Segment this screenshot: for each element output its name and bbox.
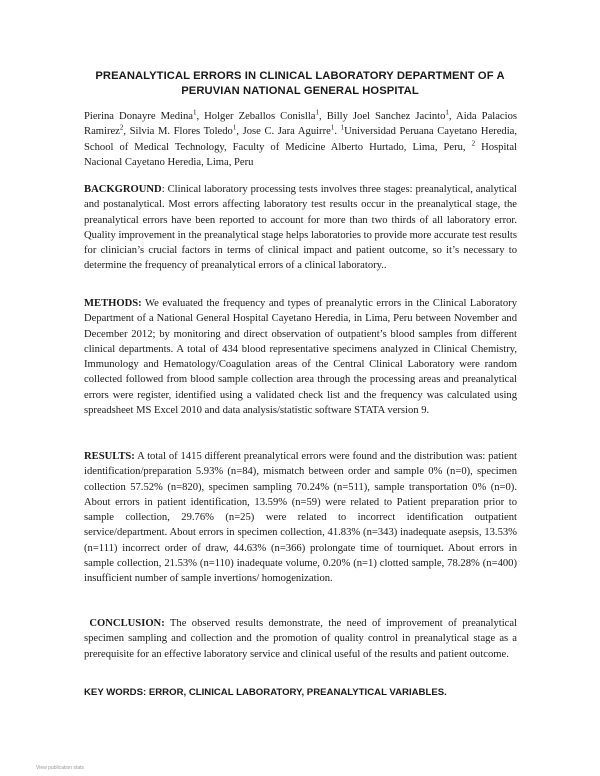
affiliation-marker: 1 <box>330 123 335 132</box>
author-name: , Billy Joel Sanchez Jacinto <box>318 111 446 122</box>
affiliation-1: Universidad Peruana Cayetano Heredia, School of Medical Technology, Faculty of Medicine Alberto Hurtado, Lima, Peru, <box>84 126 518 153</box>
background-text: : Clinical laboratory processing tests involves three stages: preanalytical, analytical and postanalytical. Most errors affecting laboratory test results occur in the preanalytical stage, the preanalytical errors have been reported to account for more than two thirds of all laboratory error. Quality improvement in the preanalytical stage helps laboratories to provide more accurate test results for clinician’s crucial factors in terms of clinical impact and patient outcome, so it’s necessary to determine the frequency of preanalytical errors of a clinical laboratory.. <box>84 184 517 272</box>
affiliation-marker: 2 <box>471 139 476 148</box>
conclusion-label: CONCLUSION: <box>89 618 165 629</box>
methods-text: We evaluated the frequency and types of preanalytic errors in the Clinical Laboratory Department of a National General Hospital Cayetano Heredia, in Lima, Peru between November and December 2012; by monitoring and direct observation of outpatient’s blood samples from different clinical departments. A total of 434 blood representative specimens analyzed in Clinical Chemistry, Immunology and Hematology/Coagulation areas of the Central Clinical Laboratory were random collected followed from blood sample collection area through the processing areas and preanalytical errors were register, identified using a validated check list and the frequency was calculated using spreadsheet MS Excel 2010 and data analysis/statistic software STATA version 9. <box>84 298 517 417</box>
affiliation-marker: 1 <box>445 108 449 117</box>
affiliation-marker: 1 <box>192 108 197 117</box>
background-section <box>84 182 517 274</box>
footer-link[interactable]: View publication stats <box>36 765 84 771</box>
author-name: , Aida Palacios Ramirez <box>84 111 517 138</box>
title-line-1: PREANALYTICAL ERRORS IN CLINICAL LABORATORY DEPARTMENT OF A <box>95 70 505 82</box>
affiliation-marker: 1 <box>315 108 319 117</box>
background-label: BACKGROUND <box>84 184 162 195</box>
methods-section <box>84 296 517 418</box>
conclusion-section <box>84 616 517 662</box>
affiliation-marker: 1 <box>340 123 345 132</box>
author-name: , Silvia M. Flores Toledo <box>123 126 233 138</box>
affiliation-2: Hospital Nacional Cayetano Heredia, Lima, Peru <box>84 141 517 168</box>
results-section <box>84 449 517 587</box>
author-name: , Jose C. Jara Aguirre <box>236 126 331 138</box>
affiliation-marker: 2 <box>119 123 124 132</box>
title-line-2: PERUVIAN NATIONAL GENERAL HOSPITAL <box>181 85 419 97</box>
author-name: , Holger Zeballos Conislla <box>196 111 316 122</box>
keywords: KEY WORDS: ERROR, CLINICAL LABORATORY, PREANALYTICAL VARIABLES. <box>84 687 447 698</box>
author-name: Pierina Donayre Medina <box>84 111 193 122</box>
results-label: RESULTS: <box>84 451 135 462</box>
results-text: A total of 1415 different preanalytical errors were found and the distribution was: patient identification/preparation 5.93% (n=84), mismatch between order and sample 0% (n=0), specimen collection 57.52% (n=820), specimen sampling 70.24% (n=511), sample transportation 0% (n=0). About errors in patient identification, 13.59% (n=59) were related to Patient preparation prior to sample collection, 29.76% (n=25) were related to incorrect identification outpatient service/department. About errors in specimen collection, 41.83% (n=343) inadequate asepsis, 13.53% (n=111) incorrect order of draw, 44.63% (n=366) prolongate time of tourniquet. About errors in sample collection, 21.53% (n=110) inadequate volume, 0.20% (n=1) clotted sample, 78.28% (n=400) insufficient number of sample invertions/ homogenization. <box>84 451 517 585</box>
author-separator: . <box>334 126 341 138</box>
methods-label: METHODS: <box>84 298 142 309</box>
conclusion-text: The observed results demonstrate, the need of improvement of preanalytical specimen sampling and collection and the promotion of quality control in preanalytical stage as a prerequisite for an effective laboratory service and clinical useful of the results and patient outcome. <box>84 618 517 660</box>
author-list <box>84 109 517 170</box>
affiliation-marker: 1 <box>232 123 237 132</box>
paper-title <box>70 69 530 99</box>
